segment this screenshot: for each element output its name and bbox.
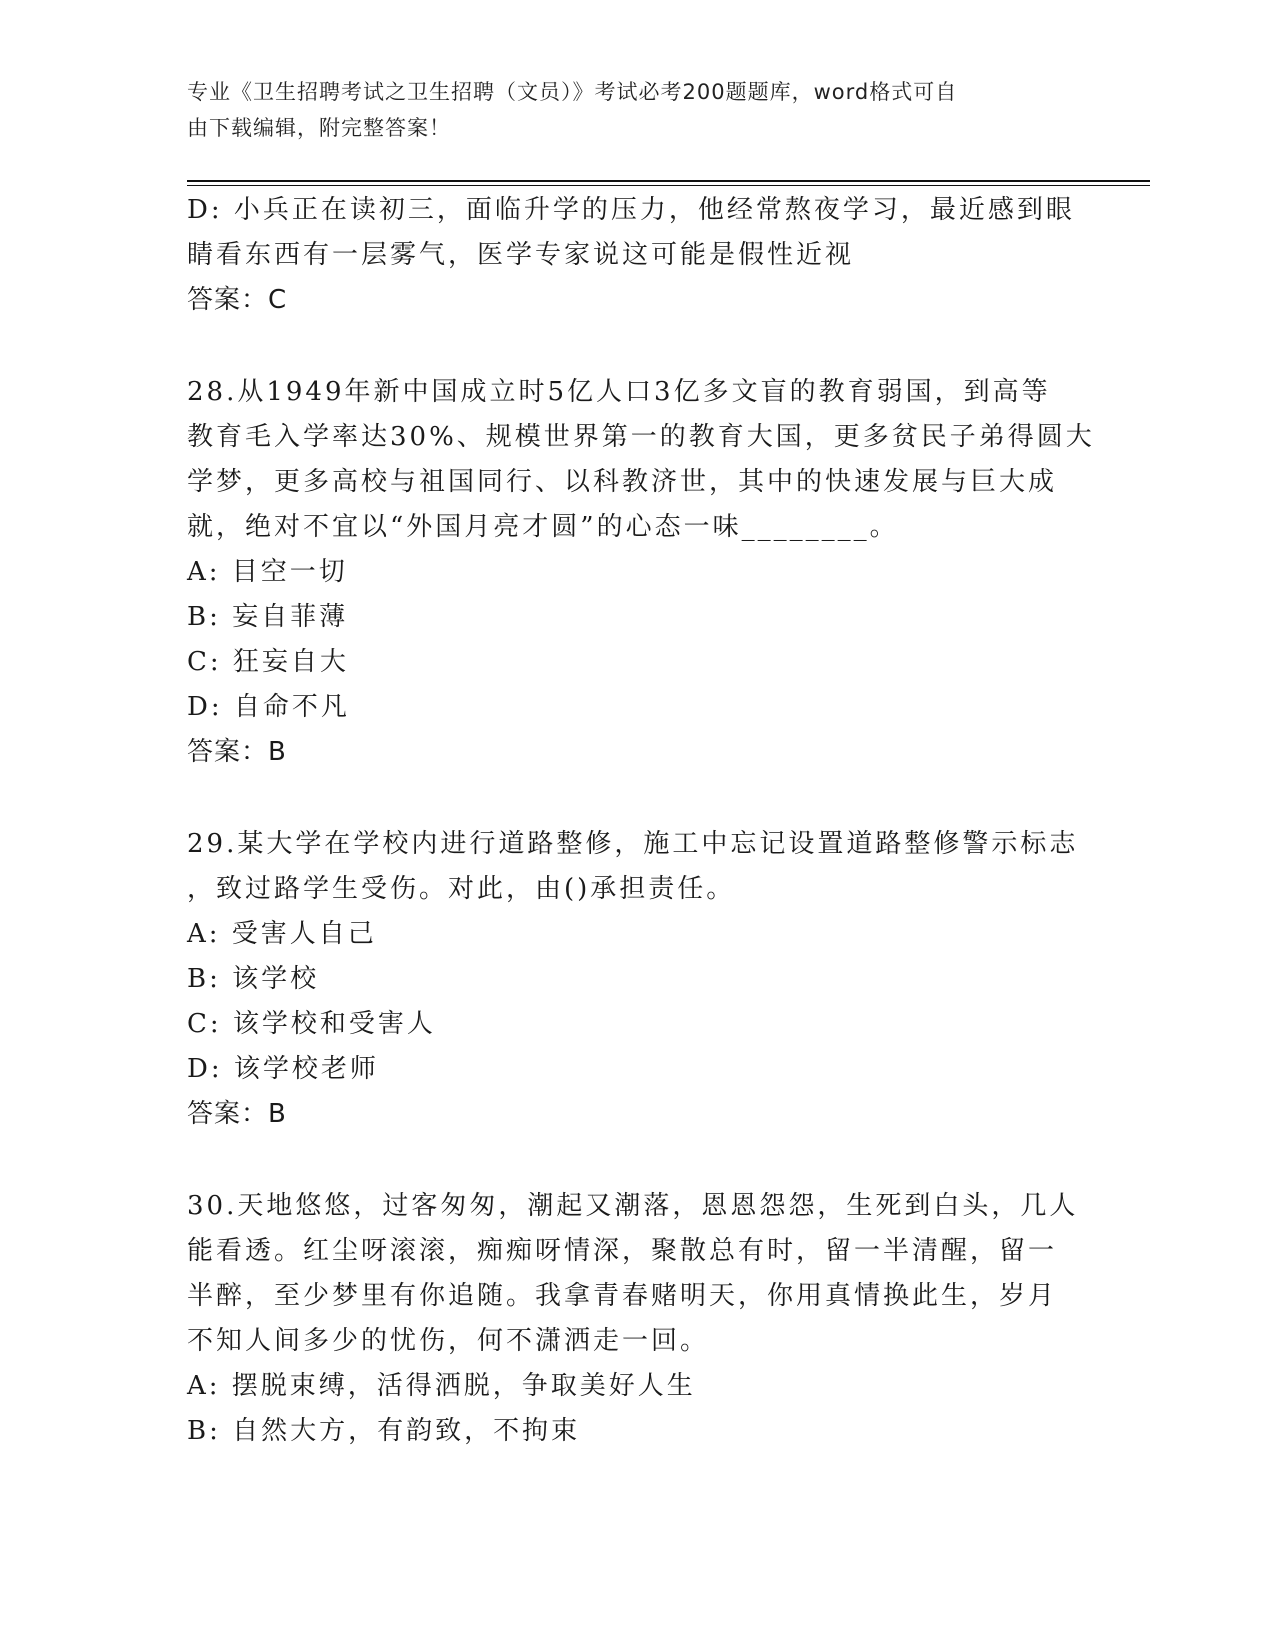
question-stem-line: 半醉，至少梦里有你追随。我拿青春赌明天，你用真情换此生，岁月 <box>187 1281 1058 1311</box>
question-30 <box>187 1184 1087 1454</box>
question-stem-line: ，致过路学生受伤。对此，由()承担责任。 <box>187 874 736 904</box>
answer: 答案：C <box>187 285 288 315</box>
option-d: D: 自命不凡 <box>187 692 350 722</box>
document-body <box>187 188 1095 1454</box>
option-c: C: 狂妄自大 <box>187 647 349 677</box>
option-d: D: 小兵正在读初三，面临升学的压力，他经常熬夜学习，最近感到眼 <box>187 195 1075 225</box>
option-d: D: 该学校老师 <box>187 1054 379 1084</box>
question-28 <box>187 370 1095 775</box>
header-divider-thick <box>187 180 1150 182</box>
option-c: C: 该学校和受害人 <box>187 1009 436 1039</box>
question-stem-line: 能看透。红尘呀滚滚，痴痴呀情深，聚散总有时，留一半清醒，留一 <box>187 1236 1058 1266</box>
question-stem-line: 不知人间多少的忧伤，何不潇洒走一回。 <box>187 1326 710 1356</box>
header-line-1: 专业《卫生招聘考试之卫生招聘（文员）》考试必考200题题库，word格式可自 <box>187 80 958 104</box>
question-stem-line: 教育毛入学率达30%、规模世界第一的教育大国，更多贫民子弟得圆大 <box>187 422 1095 452</box>
header-divider-thin <box>187 185 1150 186</box>
question-29 <box>187 822 1087 1137</box>
option-b: B: 自然大方，有韵致，不拘束 <box>187 1416 581 1446</box>
question-stem-line: 28.从1949年新中国成立时5亿人口3亿多文盲的教育弱国，到高等 <box>187 377 1051 407</box>
option-a: A: 目空一切 <box>187 557 348 587</box>
option-b: B: 该学校 <box>187 964 320 994</box>
question-stem-line: 30.天地悠悠，过客匆匆，潮起又潮落，恩恩怨怨，生死到白头，几人 <box>187 1191 1079 1221</box>
option-d-continued: 睛看东西有一层雾气，医学专家说这可能是假性近视 <box>187 240 855 270</box>
document-header <box>187 74 1067 146</box>
option-a: A: 摆脱束缚，活得洒脱，争取美好人生 <box>187 1371 696 1401</box>
option-a: A: 受害人自己 <box>187 919 377 949</box>
answer: 答案：B <box>187 737 287 767</box>
option-b: B: 妄自菲薄 <box>187 602 349 632</box>
question-stem-line: 29.某大学在学校内进行道路整修，施工中忘记设置道路整修警示标志 <box>187 829 1079 859</box>
question-stem-line: 就，绝对不宜以“外国月亮才圆”的心态一味________。 <box>187 512 899 542</box>
question-stem-line: 学梦，更多高校与祖国同行、以科教济世，其中的快速发展与巨大成 <box>187 467 1058 497</box>
answer: 答案：B <box>187 1099 287 1129</box>
header-line-2: 由下载编辑，附完整答案！ <box>187 116 451 140</box>
question-27-tail <box>187 188 1087 323</box>
